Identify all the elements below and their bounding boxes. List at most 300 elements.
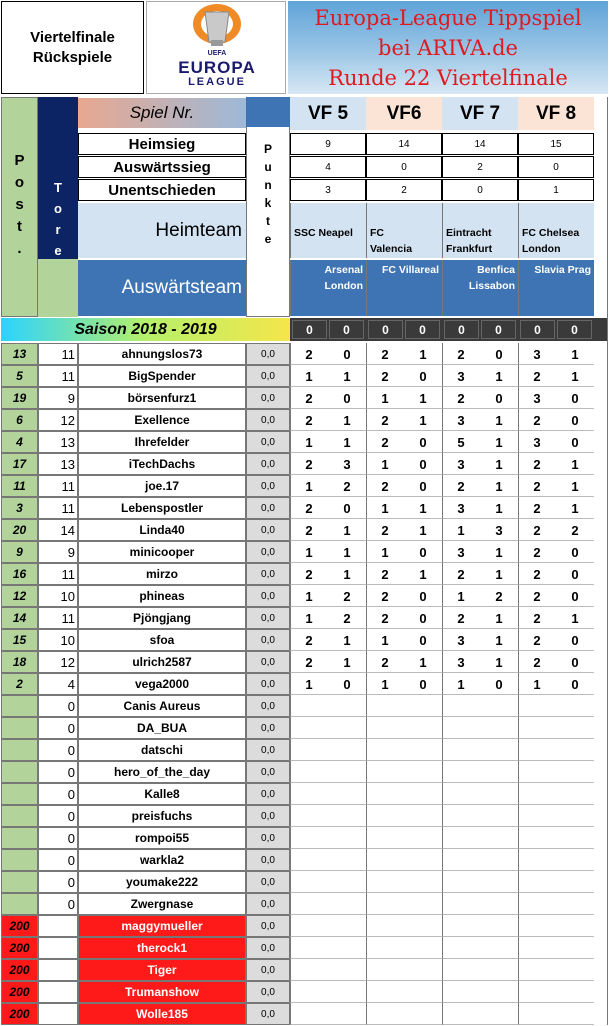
auswaertsteam-label: Auswärtsteam xyxy=(78,260,246,316)
tip-score: 1 xyxy=(495,434,503,450)
player-goals: 14 xyxy=(38,519,78,541)
player-points: 0,0 xyxy=(246,541,290,563)
punkte-letter: n xyxy=(264,178,272,192)
player-points: 0,0 xyxy=(246,695,290,717)
tip-cell xyxy=(366,915,442,937)
page-title xyxy=(288,1,608,94)
player-name: börsenfurz1 xyxy=(78,387,246,409)
tip-score: 0 xyxy=(419,478,427,494)
tip-cell xyxy=(442,783,518,805)
player-goals: 0 xyxy=(38,695,78,717)
table-border-right xyxy=(607,97,608,1025)
tip-score: 2 xyxy=(305,346,313,362)
tip-score: 2 xyxy=(305,500,313,516)
player-position: 12 xyxy=(1,585,38,607)
tip-cell xyxy=(518,695,594,717)
tip-cell xyxy=(442,871,518,893)
tip-score: 2 xyxy=(533,522,541,538)
player-name: therock1 xyxy=(78,937,246,959)
tip-score: 0 xyxy=(571,566,579,582)
tip-score: 0 xyxy=(419,544,427,560)
player-name: DA_BUA xyxy=(78,717,246,739)
player-points: 0,0 xyxy=(246,871,290,893)
tip-score: 1 xyxy=(419,390,427,406)
player-name: Kalle8 xyxy=(78,783,246,805)
player-points: 0,0 xyxy=(246,827,290,849)
tip-score: 3 xyxy=(457,500,465,516)
tip-score: 2 xyxy=(533,544,541,560)
player-points: 0,0 xyxy=(246,343,290,365)
unentschieden-count: 0 xyxy=(442,179,518,201)
auswaertssieg-label: Auswärtssieg xyxy=(78,156,246,178)
tip-cell xyxy=(366,959,442,981)
tip-cell xyxy=(442,695,518,717)
tip-score: 0 xyxy=(343,390,351,406)
tip-score: 0 xyxy=(419,632,427,648)
player-position: 17 xyxy=(1,453,38,475)
player-position xyxy=(1,783,38,805)
player-goals xyxy=(38,915,78,937)
tip-score: 0 xyxy=(419,434,427,450)
player-name: minicooper xyxy=(78,541,246,563)
tip-score: 1 xyxy=(343,412,351,428)
tip-score: 2 xyxy=(457,346,465,362)
player-points: 0,0 xyxy=(246,365,290,387)
player-position: 9 xyxy=(1,541,38,563)
away-team-line1: FC Villareal xyxy=(381,264,439,276)
home-team-line2: Frankfurt xyxy=(446,243,493,255)
tip-score: 1 xyxy=(305,544,313,560)
tip-cell xyxy=(290,849,366,871)
player-position: 5 xyxy=(1,365,38,387)
tip-score: 1 xyxy=(381,676,389,692)
tip-cell xyxy=(366,871,442,893)
tip-score: 3 xyxy=(343,456,351,472)
tip-score: 2 xyxy=(381,654,389,670)
player-points: 0,0 xyxy=(246,475,290,497)
player-points: 0,0 xyxy=(246,1003,290,1025)
tip-score: 2 xyxy=(305,456,313,472)
tip-score: 3 xyxy=(457,654,465,670)
player-name: iTechDachs xyxy=(78,453,246,475)
tip-score: 2 xyxy=(533,566,541,582)
punkte-letter: k xyxy=(264,196,272,210)
spiel-nr-label: Spiel Nr. xyxy=(78,98,246,128)
tip-score: 2 xyxy=(571,522,579,538)
player-goals: 0 xyxy=(38,827,78,849)
player-goals xyxy=(38,981,78,1003)
post-letter: . xyxy=(17,239,22,257)
tip-score: 1 xyxy=(495,500,503,516)
tip-score: 1 xyxy=(305,676,313,692)
tip-score: 0 xyxy=(571,544,579,560)
tore-letter: o xyxy=(54,200,62,216)
tip-score: 0 xyxy=(495,390,503,406)
tip-cell xyxy=(366,695,442,717)
player-name: Wolle185 xyxy=(78,1003,246,1025)
tip-cell xyxy=(366,739,442,761)
tip-score: 2 xyxy=(533,588,541,604)
player-position xyxy=(1,871,38,893)
round-label-line1: Viertelfinale xyxy=(30,28,115,46)
tip-score: 2 xyxy=(305,412,313,428)
player-goals: 13 xyxy=(38,453,78,475)
tip-score: 1 xyxy=(381,500,389,516)
player-goals xyxy=(38,937,78,959)
player-goals: 0 xyxy=(38,893,78,915)
result-home: 0 xyxy=(292,320,327,339)
tip-cell xyxy=(366,849,442,871)
tip-score: 3 xyxy=(457,544,465,560)
player-goals: 11 xyxy=(38,563,78,585)
tip-score: 2 xyxy=(381,412,389,428)
player-name: phineas xyxy=(78,585,246,607)
tip-score: 1 xyxy=(343,632,351,648)
home-team-line1: FC xyxy=(370,227,384,239)
tip-score: 1 xyxy=(381,456,389,472)
tip-score: 1 xyxy=(571,368,579,384)
tore-header-bottom xyxy=(38,259,78,317)
player-name: joe.17 xyxy=(78,475,246,497)
tip-score: 1 xyxy=(571,610,579,626)
tip-score: 1 xyxy=(381,390,389,406)
tip-score: 1 xyxy=(305,588,313,604)
player-position: 13 xyxy=(1,343,38,365)
player-points: 0,0 xyxy=(246,453,290,475)
player-name: Exellence xyxy=(78,409,246,431)
tip-score: 0 xyxy=(419,676,427,692)
player-goals: 4 xyxy=(38,673,78,695)
tip-cell xyxy=(518,981,594,1003)
away-team-line1: Slavia Prag xyxy=(534,264,591,276)
player-points: 0,0 xyxy=(246,783,290,805)
tip-cell xyxy=(290,981,366,1003)
tip-cell xyxy=(442,937,518,959)
player-name: Zwergnase xyxy=(78,893,246,915)
tip-score: 1 xyxy=(381,632,389,648)
tip-score: 1 xyxy=(419,566,427,582)
result-home: 0 xyxy=(520,320,555,339)
tip-cell xyxy=(518,827,594,849)
tip-cell xyxy=(518,717,594,739)
player-points: 0,0 xyxy=(246,761,290,783)
player-goals: 11 xyxy=(38,607,78,629)
tip-score: 2 xyxy=(533,456,541,472)
tip-score: 0 xyxy=(419,588,427,604)
player-name: vega2000 xyxy=(78,673,246,695)
player-name: Lebenspostler xyxy=(78,497,246,519)
auswaertssieg-count: 2 xyxy=(442,156,518,178)
player-points: 0,0 xyxy=(246,915,290,937)
player-goals: 12 xyxy=(38,409,78,431)
player-name: warkla2 xyxy=(78,849,246,871)
away-team-line1: Benfica xyxy=(477,264,515,276)
heimsieg-label: Heimsieg xyxy=(78,133,246,155)
tip-score: 1 xyxy=(305,368,313,384)
tip-cell xyxy=(442,849,518,871)
unentschieden-count: 1 xyxy=(518,179,594,201)
punkte-letter: e xyxy=(264,232,272,246)
tip-cell xyxy=(518,849,594,871)
tip-score: 1 xyxy=(381,544,389,560)
tip-score: 1 xyxy=(495,544,503,560)
logo-uefa: UEFA xyxy=(207,50,227,57)
tip-cell xyxy=(290,959,366,981)
tip-score: 1 xyxy=(457,588,465,604)
player-name: sfoa xyxy=(78,629,246,651)
tip-cell xyxy=(366,783,442,805)
player-name: Trumanshow xyxy=(78,981,246,1003)
tip-cell xyxy=(518,915,594,937)
tip-score: 5 xyxy=(457,434,465,450)
tip-score: 1 xyxy=(495,478,503,494)
tip-score: 3 xyxy=(457,368,465,384)
tip-score: 2 xyxy=(533,412,541,428)
tip-score: 0 xyxy=(571,588,579,604)
punkte-letter: t xyxy=(266,214,270,228)
tip-score: 1 xyxy=(343,522,351,538)
tip-score: 1 xyxy=(457,676,465,692)
tip-score: 1 xyxy=(495,610,503,626)
punkte-letter: P xyxy=(263,142,272,156)
tip-score: 2 xyxy=(381,610,389,626)
player-points: 0,0 xyxy=(246,387,290,409)
player-points: 0,0 xyxy=(246,937,290,959)
tip-score: 1 xyxy=(419,522,427,538)
player-position: 18 xyxy=(1,651,38,673)
player-points: 0,0 xyxy=(246,805,290,827)
game-number: VF 7 xyxy=(442,97,518,130)
home-team-line2: London xyxy=(522,243,561,255)
player-goals: 11 xyxy=(38,475,78,497)
result-away: 0 xyxy=(481,320,516,339)
tip-score: 3 xyxy=(457,412,465,428)
player-goals: 0 xyxy=(38,783,78,805)
player-goals: 11 xyxy=(38,343,78,365)
tip-score: 1 xyxy=(343,368,351,384)
tip-score: 2 xyxy=(533,610,541,626)
tip-cell xyxy=(518,893,594,915)
tip-score: 0 xyxy=(495,676,503,692)
tip-score: 0 xyxy=(343,346,351,362)
round-label-line2: Rückspiele xyxy=(32,48,113,66)
player-points: 0,0 xyxy=(246,893,290,915)
away-team xyxy=(518,260,594,316)
tip-cell xyxy=(442,981,518,1003)
away-team-line2: Lissabon xyxy=(468,280,515,292)
player-name: ahnungslos73 xyxy=(78,343,246,365)
home-team xyxy=(290,203,366,258)
tip-score: 0 xyxy=(343,676,351,692)
tip-score: 0 xyxy=(571,390,579,406)
player-goals: 12 xyxy=(38,651,78,673)
tip-cell xyxy=(366,937,442,959)
player-position xyxy=(1,695,38,717)
tip-score: 2 xyxy=(457,610,465,626)
tip-score: 1 xyxy=(419,346,427,362)
tip-score: 2 xyxy=(305,390,313,406)
title-line1: Europa-League Tippspiel xyxy=(314,6,582,30)
logo-europa: EUROPA xyxy=(178,58,256,77)
player-name: BigSpender xyxy=(78,365,246,387)
tip-cell xyxy=(518,1003,594,1025)
player-goals: 0 xyxy=(38,805,78,827)
tip-cell xyxy=(442,915,518,937)
player-position xyxy=(1,717,38,739)
player-name: Linda40 xyxy=(78,519,246,541)
tip-score: 0 xyxy=(571,676,579,692)
tip-score: 2 xyxy=(305,654,313,670)
player-position xyxy=(1,805,38,827)
tip-score: 1 xyxy=(495,412,503,428)
player-position: 14 xyxy=(1,607,38,629)
tip-score: 2 xyxy=(381,434,389,450)
tip-score: 2 xyxy=(343,610,351,626)
tip-score: 2 xyxy=(381,346,389,362)
heimsieg-count: 14 xyxy=(366,133,442,155)
tip-score: 1 xyxy=(343,434,351,450)
auswaertssieg-count: 0 xyxy=(366,156,442,178)
tip-cell xyxy=(290,937,366,959)
player-name: Tiger xyxy=(78,959,246,981)
auswaertssieg-count: 4 xyxy=(290,156,366,178)
player-goals: 0 xyxy=(38,849,78,871)
player-goals: 0 xyxy=(38,871,78,893)
tip-cell xyxy=(366,1003,442,1025)
result-away: 0 xyxy=(557,320,592,339)
unentschieden-label: Unentschieden xyxy=(78,179,246,201)
player-position xyxy=(1,739,38,761)
tip-score: 2 xyxy=(305,566,313,582)
title-line3: Runde 22 Viertelfinale xyxy=(328,66,568,90)
post-letter: o xyxy=(14,173,25,191)
player-goals: 11 xyxy=(38,497,78,519)
player-goals: 0 xyxy=(38,717,78,739)
tip-score: 1 xyxy=(457,522,465,538)
tip-score: 2 xyxy=(457,566,465,582)
unentschieden-count: 2 xyxy=(366,179,442,201)
player-points: 0,0 xyxy=(246,849,290,871)
player-position: 200 xyxy=(1,959,38,981)
game-number: VF 8 xyxy=(518,97,594,130)
player-points: 0,0 xyxy=(246,607,290,629)
tip-cell xyxy=(518,739,594,761)
player-name: preisfuchs xyxy=(78,805,246,827)
tip-score: 2 xyxy=(381,522,389,538)
tip-score: 0 xyxy=(571,412,579,428)
away-team-line1: Arsenal xyxy=(324,264,363,276)
heimsieg-count: 9 xyxy=(290,133,366,155)
tip-score: 3 xyxy=(533,434,541,450)
tip-score: 3 xyxy=(533,346,541,362)
tip-score: 2 xyxy=(533,632,541,648)
home-team-line1: FC Chelsea xyxy=(522,227,580,239)
tip-cell xyxy=(290,915,366,937)
punkte-letter: u xyxy=(264,160,272,174)
player-position: 3 xyxy=(1,497,38,519)
tip-cell xyxy=(290,783,366,805)
player-goals: 9 xyxy=(38,541,78,563)
tip-cell xyxy=(290,739,366,761)
player-name: Pjöngjang xyxy=(78,607,246,629)
tip-score: 2 xyxy=(381,478,389,494)
tip-cell xyxy=(442,717,518,739)
heimsieg-count: 15 xyxy=(518,133,594,155)
player-goals: 10 xyxy=(38,585,78,607)
tip-score: 3 xyxy=(457,632,465,648)
player-goals: 0 xyxy=(38,761,78,783)
player-goals: 9 xyxy=(38,387,78,409)
tip-score: 2 xyxy=(305,522,313,538)
tip-score: 2 xyxy=(381,368,389,384)
tip-score: 1 xyxy=(571,346,579,362)
tip-score: 3 xyxy=(495,522,503,538)
player-name: ulrich2587 xyxy=(78,651,246,673)
tore-letter: r xyxy=(55,221,61,237)
game-number: VF 5 xyxy=(290,97,366,130)
tip-cell xyxy=(290,827,366,849)
tip-score: 1 xyxy=(495,456,503,472)
home-team xyxy=(518,203,594,258)
player-points: 0,0 xyxy=(246,409,290,431)
player-position: 200 xyxy=(1,937,38,959)
tip-cell xyxy=(442,827,518,849)
tip-score: 0 xyxy=(419,368,427,384)
player-position: 200 xyxy=(1,981,38,1003)
player-points: 0,0 xyxy=(246,497,290,519)
post-letter: P xyxy=(14,151,25,169)
player-points: 0,0 xyxy=(246,717,290,739)
tip-score: 0 xyxy=(419,456,427,472)
away-team xyxy=(290,260,366,316)
tip-score: 2 xyxy=(457,478,465,494)
player-points: 0,0 xyxy=(246,959,290,981)
tip-score: 1 xyxy=(419,500,427,516)
tip-score: 1 xyxy=(343,566,351,582)
tip-score: 1 xyxy=(305,478,313,494)
away-team xyxy=(366,260,442,316)
player-position: 6 xyxy=(1,409,38,431)
player-position xyxy=(1,849,38,871)
tip-score: 0 xyxy=(571,434,579,450)
tip-score: 1 xyxy=(305,434,313,450)
player-goals: 11 xyxy=(38,365,78,387)
tip-cell xyxy=(366,893,442,915)
tip-score: 0 xyxy=(495,346,503,362)
tip-cell xyxy=(290,1003,366,1025)
tip-cell xyxy=(290,805,366,827)
tip-cell xyxy=(366,827,442,849)
player-goals: 10 xyxy=(38,629,78,651)
away-team xyxy=(442,260,518,316)
tip-cell xyxy=(442,893,518,915)
tip-score: 1 xyxy=(419,412,427,428)
player-position: 4 xyxy=(1,431,38,453)
tip-score: 2 xyxy=(343,588,351,604)
tip-score: 0 xyxy=(343,500,351,516)
home-team-line2: Valencia xyxy=(370,243,413,255)
tip-cell xyxy=(290,871,366,893)
player-position: 2 xyxy=(1,673,38,695)
tip-cell xyxy=(442,1003,518,1025)
tip-score: 1 xyxy=(495,632,503,648)
unentschieden-count: 3 xyxy=(290,179,366,201)
post-letter: t xyxy=(17,217,22,235)
tip-score: 3 xyxy=(457,456,465,472)
tip-cell xyxy=(518,959,594,981)
tip-score: 2 xyxy=(457,390,465,406)
player-goals xyxy=(38,1003,78,1025)
